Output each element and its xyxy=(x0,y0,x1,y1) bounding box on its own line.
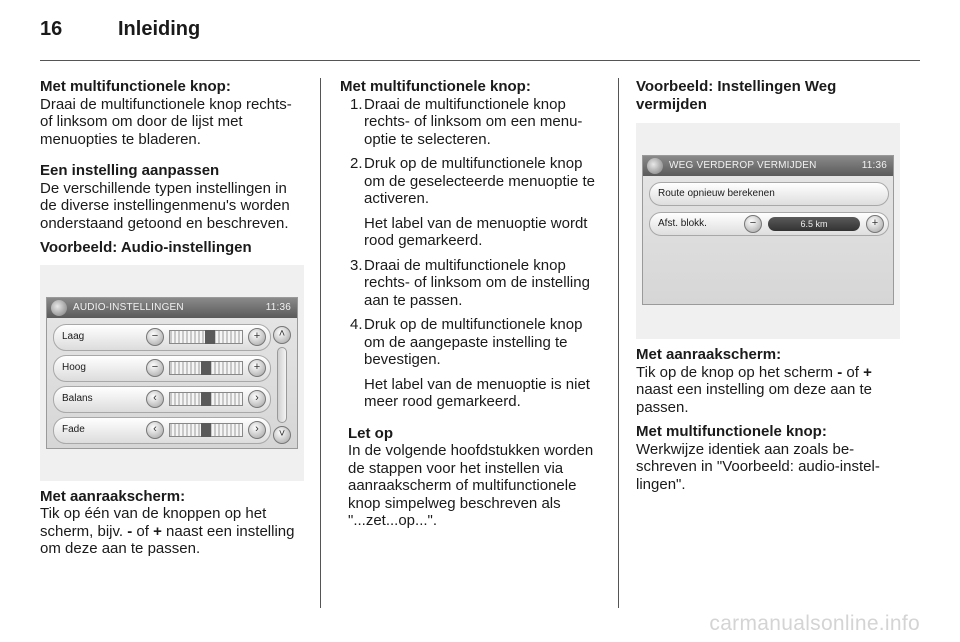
touch-text-or: of xyxy=(132,522,154,540)
step-subtext: Het label van de menuoptie is niet meer rood gemarkeerd. xyxy=(364,375,590,410)
setting-label: Balans xyxy=(62,393,93,405)
scroll-down-icon[interactable]: ˅ xyxy=(273,426,291,444)
decrease-icon[interactable]: − xyxy=(146,359,164,377)
increase-icon[interactable]: › xyxy=(248,390,266,408)
step-number: 1. xyxy=(350,95,363,113)
header-divider xyxy=(40,60,920,61)
step-text: Druk op de multifunctionele knop om de geselecteerde menuoptie te activeren. xyxy=(364,155,595,207)
avoid-example-heading: Voorbeeld: Instellingen Weg vermijden xyxy=(636,78,837,113)
knob-text: Draai de multifunctionele knop rechts- of linksom om door de lijst met menuopties te bladeren. xyxy=(40,95,292,148)
audio-setting-row[interactable] xyxy=(53,417,271,444)
audio-screen xyxy=(46,297,298,449)
setting-label: Hoog xyxy=(62,362,86,374)
audio-settings-screenshot xyxy=(40,265,304,481)
audio-scrollbar[interactable] xyxy=(273,326,291,444)
scroll-up-icon[interactable]: ˄ xyxy=(273,326,291,344)
step-subtext: Het label van de menuoptie wordt rood gemarkeerd. xyxy=(364,214,588,249)
audio-example-heading: Voorbeeld: Audio-instellingen xyxy=(40,239,252,256)
slider-thumb[interactable] xyxy=(201,361,211,375)
audio-titlebar xyxy=(47,298,297,318)
step-number: 3. xyxy=(350,256,363,274)
adjust-heading: Een instelling aanpassen xyxy=(40,162,220,179)
slider-thumb[interactable] xyxy=(201,392,211,406)
setting-slider[interactable] xyxy=(169,361,243,375)
setting-label: Fade xyxy=(62,424,85,436)
step-text: Druk op de multifunctionele knop om de aangepaste instelling te bevestigen. xyxy=(364,316,583,368)
slider-thumb[interactable] xyxy=(205,330,215,344)
step-number: 2. xyxy=(350,155,363,172)
knob-heading-3: Met multifunctionele knop: xyxy=(636,423,827,440)
plus-symbol: + xyxy=(863,363,872,381)
recalculate-route-button[interactable] xyxy=(649,182,889,206)
touch-text-part: naast een instelling om deze aan te passen. xyxy=(40,522,295,557)
step-item xyxy=(340,316,604,411)
distance-label: Afst. blokk. xyxy=(658,218,707,230)
distance-value: 6.5 km xyxy=(768,217,860,231)
step-item xyxy=(340,155,604,250)
touch-text-part: naast een instelling om deze aan te passen. xyxy=(636,381,872,416)
step-item xyxy=(340,96,604,149)
scroll-track[interactable] xyxy=(277,347,287,423)
avoid-screen xyxy=(642,155,894,305)
minus-symbol: - xyxy=(837,363,843,381)
page-header xyxy=(40,18,200,48)
decrease-icon[interactable]: ‹ xyxy=(146,421,164,439)
column-divider-1 xyxy=(320,78,321,608)
touch-heading-3: Met aanraakscherm: xyxy=(636,346,782,363)
increase-icon[interactable]: › xyxy=(248,421,266,439)
touch-text xyxy=(40,505,304,558)
audio-settings-list xyxy=(53,324,271,448)
decrease-icon[interactable]: ‹ xyxy=(146,390,164,408)
minus-symbol: - xyxy=(127,522,133,540)
touch-text-part: Tik op één van de knoppen op het scherm, bijv. xyxy=(40,505,267,540)
settings-icon xyxy=(51,300,67,316)
knob-text-3: Werkwijze identiek aan zoals beschreven in "Voorbeeld: audio-instellingen". xyxy=(636,440,880,493)
step-item xyxy=(340,257,604,310)
touch-text-part: Tik op de knop op het scherm xyxy=(636,363,838,381)
setting-slider[interactable] xyxy=(169,423,243,437)
page-number: 16 xyxy=(40,18,63,40)
recalculate-label: Route opnieuw berekenen xyxy=(658,188,775,200)
note-heading: Let op xyxy=(348,424,393,442)
audio-screen-title: AUDIO-INSTELLINGEN xyxy=(73,301,184,313)
setting-slider[interactable] xyxy=(169,392,243,406)
knob-heading: Met multifunctionele knop: xyxy=(40,78,231,95)
note-text: In de volgende hoofdstukken worden de stappen voor het instellen via aanraakscherm of multifunctionele knop simpelweg beschreven als "...zet...op...". xyxy=(348,442,594,529)
avoid-settings-list xyxy=(649,182,889,242)
knob-heading-2: Met multifunctionele knop: xyxy=(340,78,531,95)
minus-icon[interactable]: − xyxy=(744,215,762,233)
touch-text-3 xyxy=(636,364,900,417)
column-3 xyxy=(636,78,900,493)
column-1 xyxy=(40,78,304,558)
adjust-text: De verschillende typen instellingen in de diverse instellingenmenu's worden onderstaand getoond en beschreven. xyxy=(40,179,290,232)
step-text: Draai de multifunctionele knop rechts- of linksom om een menuoptie te selecteren. xyxy=(364,95,583,148)
decrease-icon[interactable]: − xyxy=(146,328,164,346)
plus-symbol: + xyxy=(153,522,162,540)
navigation-icon xyxy=(647,158,663,174)
increase-icon[interactable]: + xyxy=(248,359,266,377)
slider-thumb[interactable] xyxy=(201,423,211,437)
avoid-road-screenshot xyxy=(636,123,900,339)
audio-setting-row[interactable] xyxy=(53,324,271,351)
audio-setting-row[interactable] xyxy=(53,355,271,382)
step-text: Draai de multifunctionele knop rechts- of linksom om de instelling aan te passen. xyxy=(364,256,590,309)
touch-heading: Met aanraakscherm: xyxy=(40,487,186,505)
setting-slider[interactable] xyxy=(169,330,243,344)
column-2 xyxy=(340,78,604,530)
audio-screen-time: 11:36 xyxy=(265,301,291,313)
setting-label: Laag xyxy=(62,331,85,343)
audio-setting-row[interactable] xyxy=(53,386,271,413)
step-number: 4. xyxy=(350,316,363,333)
column-divider-2 xyxy=(618,78,619,608)
avoid-screen-title: WEG VERDEROP VERMIJDEN xyxy=(669,160,817,172)
page-title: Inleiding xyxy=(118,18,201,40)
avoid-screen-time: 11:36 xyxy=(861,160,887,172)
steps-list xyxy=(340,96,604,411)
increase-icon[interactable]: + xyxy=(248,328,266,346)
touch-text-or: of xyxy=(842,363,864,381)
watermark: carmanualsonline.info xyxy=(709,612,920,635)
avoid-titlebar xyxy=(643,156,893,176)
distance-setting-row xyxy=(649,212,889,236)
plus-icon[interactable]: + xyxy=(866,215,884,233)
